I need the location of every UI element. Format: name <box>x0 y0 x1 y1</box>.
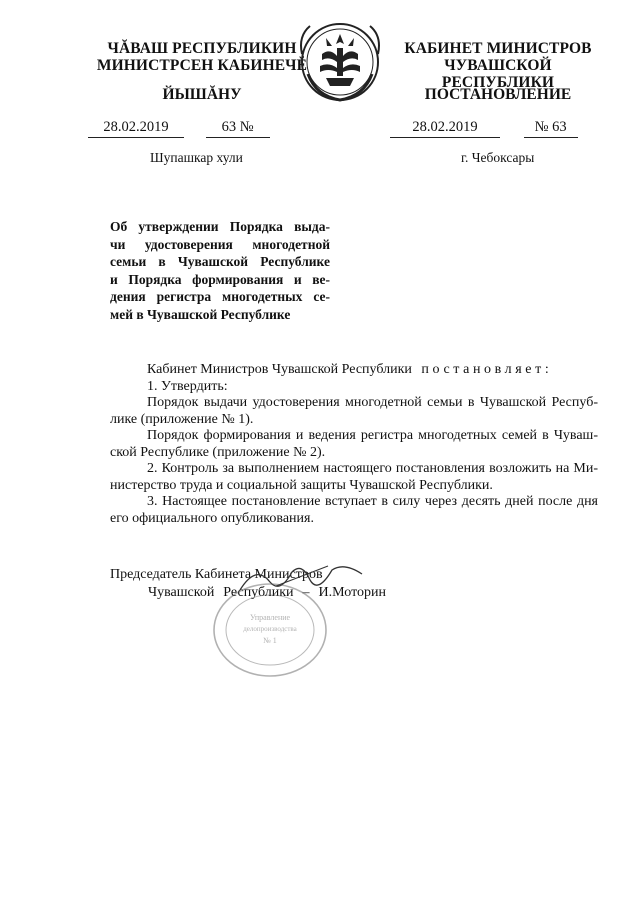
left-date: 28.02.2019 <box>88 119 184 138</box>
intro-verb: постановляет: <box>421 362 553 377</box>
header-right-line1: КАБИНЕТ МИНИСТРОВ <box>404 40 592 57</box>
left-number: 63 № <box>206 119 270 138</box>
item1b-line2: ской Республике (приложение № 2). <box>110 444 326 460</box>
official-stamp-icon <box>210 580 330 680</box>
header-left-doc-type: ЙЫШĂНУ <box>162 86 242 103</box>
document-title <box>110 218 330 323</box>
item2-line1: 2. Контроль за выполнением настоящего постановления возложить на Ми- <box>147 461 598 476</box>
header-left-line1: ЧĂВАШ РЕСПУБЛИКИН <box>107 40 297 57</box>
header-right-authority <box>392 40 604 91</box>
signature-title: Председатель Кабинета Министров <box>110 567 323 582</box>
intro-prefix: Кабинет Министров Чувашской Республики <box>147 362 412 377</box>
item2-line2: нистерство труда и социальной защиты Чувашской Республики. <box>110 477 493 493</box>
intro-paragraph <box>110 362 598 379</box>
place-left: Шупашкар хули <box>150 150 243 165</box>
right-date: 28.02.2019 <box>390 119 500 138</box>
item1: 1. Утвердить: <box>147 378 228 394</box>
document-body <box>110 362 598 527</box>
right-number: № 63 <box>524 119 578 138</box>
header-left-authority <box>96 40 308 74</box>
item1b-line1: Порядок формирования и ведения регистра многодетных семей в Чуваш- <box>147 428 598 443</box>
item1a-line2: лике (приложение № 1). <box>110 411 254 427</box>
title-line: семьи в Чувашской Республике <box>110 254 330 269</box>
chuvash-emblem-icon <box>296 14 384 106</box>
stamp-line3: № 1 <box>263 636 277 645</box>
stamp-line2: делопроизводства <box>243 625 297 633</box>
title-line: и Порядка формирования и ве- <box>110 271 330 287</box>
title-line: чи удостоверения многодетной <box>110 236 330 252</box>
title-line: дения регистра многодетных се- <box>110 289 330 304</box>
item3-line1: 3. Настоящее постановление вступает в силу через десять дней после дня <box>147 494 598 509</box>
title-line: мей в Чувашской Республике <box>110 306 291 322</box>
right-date-row <box>390 119 578 138</box>
title-line: Об утверждении Порядка выда- <box>110 219 330 234</box>
header-left-line2: МИНИСТРСЕН КАБИНЕЧĔ <box>96 57 308 74</box>
stamp-line1: Управление <box>249 613 291 622</box>
header-right-doc-type: ПОСТАНОВЛЕНИЕ <box>424 86 572 103</box>
signature-name: И.Моторин <box>318 585 386 600</box>
item3-line2: его официального опубликования. <box>110 510 314 526</box>
signature-org: Чувашской Республики – <box>148 585 310 600</box>
header-right-line2: ЧУВАШСКОЙ РЕСПУБЛИКИ <box>441 57 555 91</box>
place-right: г. Чебоксары <box>461 150 535 165</box>
left-date-row <box>88 119 270 138</box>
item1a-line1: Порядок выдачи удостоверения многодетной семьи в Чувашской Респуб- <box>147 395 598 410</box>
